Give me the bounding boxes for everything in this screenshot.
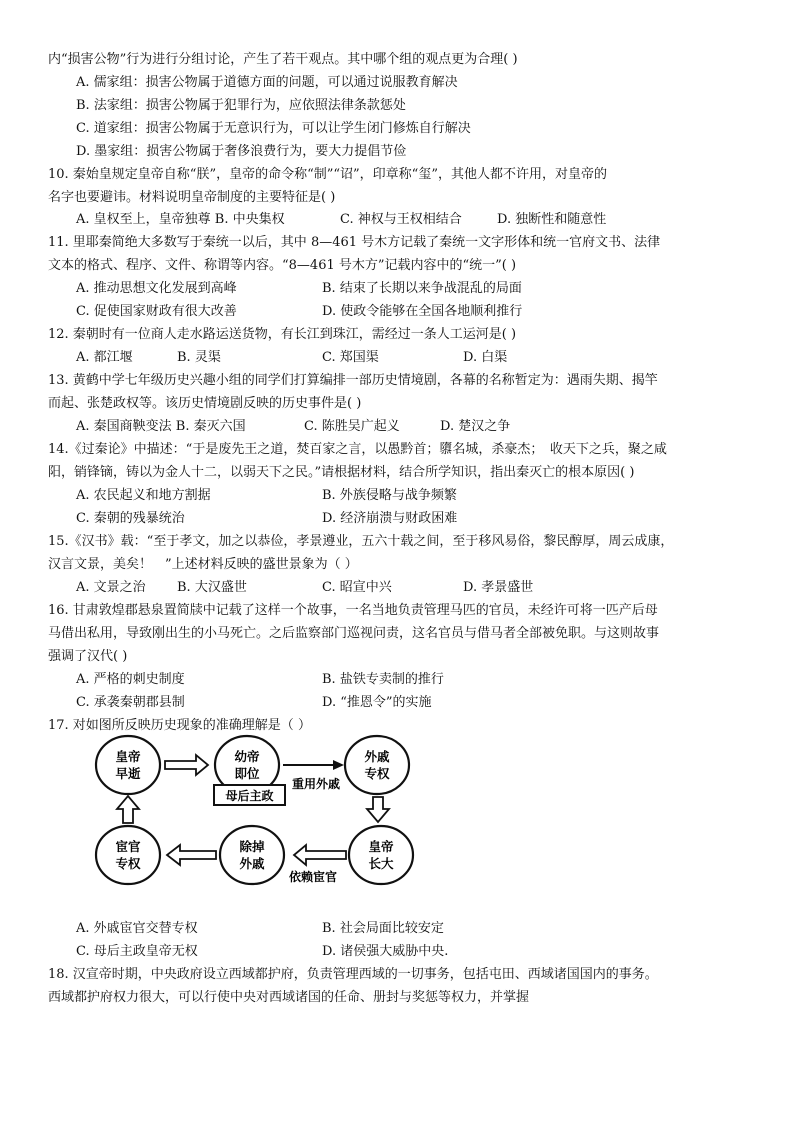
q11-stem-line1: 11. 里耶秦简绝大多数写于秦统一以后，其中 8—461 号木方记载了秦统一文字形体和统一官府文书、法律 [48,235,661,250]
q12-option-a: A. 都江堰 [76,350,133,365]
svg-text:母后主政: 母后主政 [225,789,274,803]
svg-text:除掉: 除掉 [239,839,265,854]
q10-stem-line2: 名字也要避讳。材料说明皇帝制度的主要特征是( ) [48,190,336,205]
q17-option-a: A. 外戚宦官交替专权 [76,921,198,936]
svg-text:皇帝: 皇帝 [368,839,394,854]
arrow-right-1 [165,755,208,775]
q9-option-c: C. 道家组：损害公物属于无意识行为，可以让学生闭门修炼自行解决 [76,121,471,136]
q9-option-b: B. 法家组：损害公物属于犯罪行为，应依照法律条款惩处 [76,98,406,113]
q12-stem: 12. 秦朝时有一位商人走水路运送货物，有长江到珠江，需经过一条人工运河是( ) [48,327,517,342]
q18-stem-line1: 18. 汉宣帝时期，中央政府设立西域都护府，负责管理西域的一切事务，包括屯田、西域诸国国内的事务。 [48,967,658,982]
svg-text:长大: 长大 [368,856,394,871]
q14-option-d: D. 经济崩溃与财政困难 [322,511,458,526]
arrow-up [117,796,139,823]
q16-stem-line3: 强调了汉代( ) [48,649,128,664]
q14-stem-line2: 阳，销锋镝，铸以为金人十二，以弱天下之民。”请根据材料，结合所学知识，指出秦灭亡的根本原因( ) [48,465,635,480]
q13-option-c: C. 陈胜吴广起义 [304,419,400,434]
svg-text:皇帝: 皇帝 [115,749,141,764]
q16-stem-line2: 马借出私用，导致刚出生的小马死亡。之后监察部门巡视问责，这名官员与借马者全部被免职。与这则故事 [48,626,660,641]
q16-stem-line1: 16. 甘肃敦煌郡悬泉置简牍中记载了这样一个故事，一名当地负责管理马匹的官员，未经许可将一匹产后母 [48,603,658,618]
node-emperor-dies-early [96,736,160,794]
svg-text:专权: 专权 [364,766,390,781]
arrow-down [367,797,389,822]
node-emperor-grows-up [349,826,413,884]
box-empress-dowager-rules [214,785,285,805]
q15-option-c: C. 昭宣中兴 [322,580,392,595]
svg-text:幼帝: 幼帝 [234,749,260,764]
arrow-left-2 [167,845,216,865]
q11-option-d: D. 使政令能够在全国各地顺利推行 [322,304,523,319]
q18-stem-line2: 西域都护府权力很大，可以行使中央对西域诸国的任命、册封与奖惩等权力，并掌握 [48,990,530,1005]
svg-text:专权: 专权 [115,856,141,871]
q14-option-c: C. 秦朝的残暴统治 [76,511,185,526]
q10-option-c: C. 神权与王权相结合 [340,212,462,227]
q15-option-b: B. 大汉盛世 [177,580,247,595]
q9-stem-tail: 内“损害公物”行为进行分组讨论，产生了若干观点。其中哪个组的观点更为合理( ) [48,52,518,67]
arrow-left-1 [294,845,346,865]
arrow-right-2 [283,760,344,770]
q15-stem-line1: 15.《汉书》载：“至于孝文，加之以恭俭，孝景遵业，五六十载之间，至于移风易俗，黎民醇厚，周云成康， [48,534,674,549]
svg-text:外戚: 外戚 [239,856,265,871]
svg-text:即位: 即位 [234,766,260,781]
q10-stem-line1: 10. 秦始皇规定皇帝自称“朕”，皇帝的命令称“制”“诏”，印章称“玺”，其他人都不许用，对皇帝的 [48,167,607,182]
q15-stem-line2: 汉言文景，美矣！ ”上述材料反映的盛世景象为（ ） [48,557,358,572]
q15-option-a: A. 文景之治 [76,580,146,595]
node-remove-consort-clan [220,826,284,884]
q11-option-c: C. 促使国家财政有很大改善 [76,304,237,319]
node-consort-clan-dominance [345,736,409,794]
q10-options-ab: A. 皇权至上，皇帝独尊 B. 中央集权 [76,212,285,227]
q14-option-a: A. 农民起义和地方割据 [76,488,211,503]
q17-option-c: C. 母后主政皇帝无权 [76,944,198,959]
q9-option-a: A. 儒家组：损害公物属于道德方面的问题，可以通过说服教育解决 [76,75,458,90]
q14-option-b: B. 外族侵略与战争频繁 [322,488,457,503]
q13-options-ab: A. 秦国商鞅变法 B. 秦灭六国 [76,419,246,434]
svg-text:宦官: 宦官 [115,839,141,854]
history-cycle-diagram [0,733,794,918]
q17-stem: 17. 对如图所反映历史现象的准确理解是（ ） [48,718,311,733]
edge-label-rely-on-consorts: 重用外戚 [291,777,341,791]
node-eunuch-dominance [96,826,160,884]
q11-option-a: A. 推动思想文化发展到高峰 [76,281,237,296]
q14-stem-line1: 14.《过秦论》中描述：“于是废先王之道，焚百家之言，以愚黔首；隳名城，杀豪杰； 收天下之兵，聚之咸 [48,442,667,457]
q17-option-b: B. 社会局面比较安定 [322,921,444,936]
q16-option-d: D. “推恩令”的实施 [322,695,432,710]
q16-option-a: A. 严格的刺史制度 [76,672,185,687]
q12-option-d: D. 白渠 [463,350,508,365]
q12-option-b: B. 灵渠 [177,350,221,365]
q9-option-d: D. 墨家组：损害公物属于奢侈浪费行为，要大力提倡节俭 [76,144,407,159]
q11-stem-line2: 文本的格式、程序、文件、称谓等内容。“8—461 号木方”记载内容中的“统一”( ) [48,258,517,273]
q16-option-c: C. 承袭秦朝郡县制 [76,695,185,710]
q10-option-d: D. 独断性和随意性 [497,212,607,227]
q15-option-d: D. 孝景盛世 [463,580,534,595]
q17-option-d: D. 诸侯强大威胁中央. [322,944,449,959]
svg-text:外戚: 外戚 [364,749,390,764]
q13-stem-line1: 13. 黄鹤中学七年级历史兴趣小组的同学们打算编排一部历史情境剧，各幕的名称暂定为：遇雨失期、揭竿 [48,373,658,388]
svg-text:早逝: 早逝 [115,766,141,781]
edge-label-rely-on-eunuchs: 依赖宦官 [288,870,338,884]
q16-option-b: B. 盐铁专卖制的推行 [322,672,444,687]
q12-option-c: C. 郑国渠 [322,350,379,365]
q13-stem-line2: 而起、张楚政权等。该历史情境剧反映的历史事件是( ) [48,396,362,411]
q11-option-b: B. 结束了长期以来争战混乱的局面 [322,281,522,296]
q13-option-d: D. 楚汉之争 [440,419,511,434]
